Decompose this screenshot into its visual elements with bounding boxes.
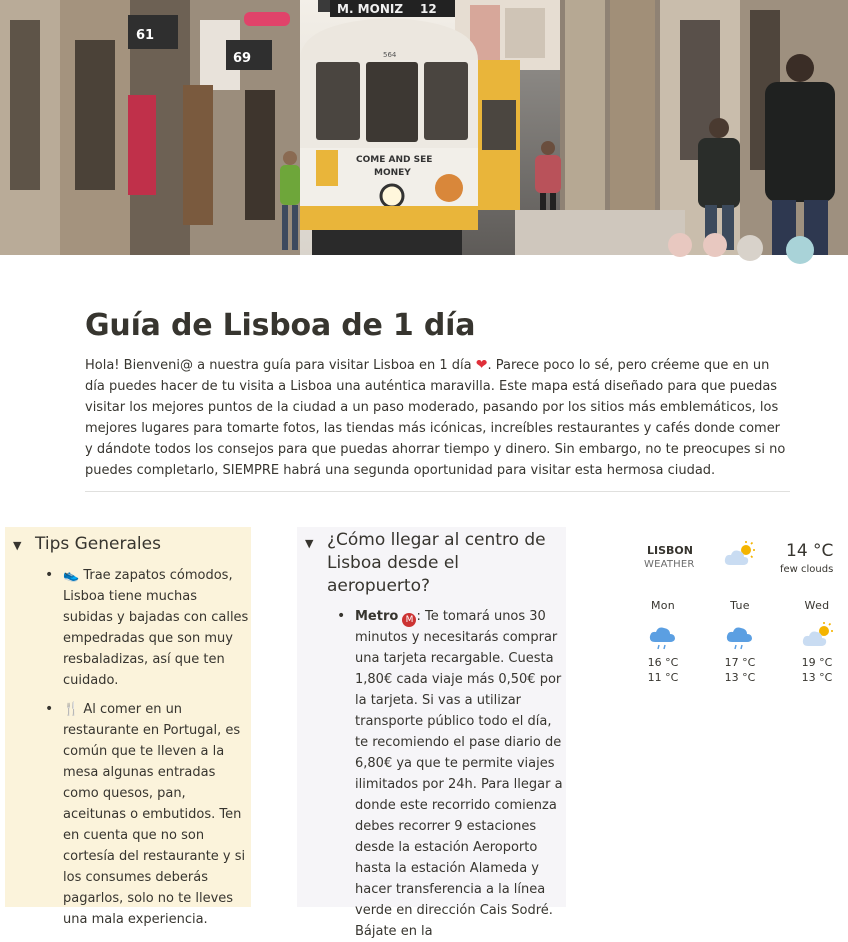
metro-icon: M: [402, 613, 416, 627]
airport-heading: ¿Cómo llegar al centro de Lisboa desde el aeropuerto?: [327, 530, 546, 596]
forecast-day-name: Tue: [730, 599, 750, 612]
forecast-day-name: Mon: [650, 599, 676, 612]
forecast-day-tue: [710, 599, 770, 685]
airport-list: [297, 598, 566, 942]
tips-list: [5, 557, 251, 930]
current-description: few clouds: [780, 564, 834, 575]
forecast-high: 17 °C: [724, 656, 756, 669]
forecast-low: 13 °C: [801, 671, 833, 684]
airport-toggle[interactable]: [297, 527, 566, 598]
tip-item-shoes: [43, 565, 251, 691]
forecast-day-mon: [633, 599, 693, 685]
rain-cloud-icon: [724, 622, 756, 652]
house-sign-61: 61: [136, 28, 155, 43]
tips-toggle[interactable]: [5, 527, 251, 557]
tram-street-illustration: [0, 0, 848, 255]
divider: [85, 491, 790, 492]
heart-icon: ❤: [475, 357, 488, 373]
tip-item-restaurant: [43, 699, 251, 930]
tram-route-number: 12: [420, 2, 437, 16]
weather-subtitle: WEATHER: [644, 559, 695, 570]
tram-number: 564: [383, 51, 397, 59]
airport-callout: [297, 527, 566, 939]
tips-heading: Tips Generales: [35, 534, 161, 554]
intro-paragraph: [85, 355, 790, 481]
forecast-low: 11 °C: [647, 671, 679, 684]
tip-text: Al comer en un restaurante en Portugal, es común que te lleven a la mesa algunas entradas como quesos, pan, aceitunas o embutidos. Ten en cuenta que no son cortesía del restaurante y si los consumes deberás pagarlos, solo no te lleves una mala experiencia.: [63, 702, 246, 927]
svg-text:COME AND SEE: COME AND SEE: [356, 155, 433, 165]
current-temperature: 14 °C: [786, 541, 834, 561]
forecast-low: 13 °C: [724, 671, 756, 684]
weather-widget[interactable]: [620, 527, 848, 707]
tram-destination-sign: M. MONIZ: [337, 2, 404, 16]
forecast-high: 19 °C: [801, 656, 833, 669]
metro-item: [335, 606, 566, 942]
metro-label: Metro: [355, 609, 399, 624]
tips-callout: [5, 527, 251, 927]
rain-cloud-icon: [647, 622, 679, 652]
toggle-caret-icon[interactable]: ▼: [13, 539, 22, 552]
forecast-day-wed: [787, 599, 847, 685]
intro-text-part-1: Hola! Bienveni@ a nuestra guía para visitar Lisboa en 1 día: [85, 358, 476, 373]
house-sign-69: 69: [233, 51, 252, 66]
metro-text: : Te tomará unos 30 minutos y necesitarás comprar una tarjeta recargable. Cuesta 1,80€ cada viaje más 0,50€ por la tarjeta. Si vas a utilizar transporte público todo el día, te recomiendo el pase diario de 6,80€ ya que te permite viajes ilimitados por 24h. Para llegar a donde este recorrido comienza debes recorrer 9 estaciones desde la estación Aeroporto hasta la estación Alameda y hacer transferencia a la línea verde en dirección Cais Sodré. Bájate en la: [355, 609, 563, 939]
tip-text: Trae zapatos cómodos, Lisboa tiene muchas subidas y bajadas con calles empedradas que son muy resbaladizas, así que ten cuidado.: [63, 568, 249, 688]
cover-image: [0, 0, 848, 255]
forecast-high: 16 °C: [647, 656, 679, 669]
weather-city: LISBON: [647, 544, 693, 557]
forecast-day-name: Wed: [804, 599, 830, 612]
shoe-icon: 👟: [63, 568, 80, 583]
intro-text-part-2: . Parece poco lo sé, pero créeme que en un día puedes hacer de tu visita a Lisboa una auténtica maravilla. Este mapa está diseñado para que puedas visitar los mejores puntos de la ciudad a un paso moderado, pasando por los sitios más emblemáticos, los mejores lugares para tomarte fotos, las tiendas más icónicas, increíbles restaurantes y cafés donde comer y dándote todos los consejos para que puedas ahorrar tiempo y dinero. Sin embargo, no te preocupes si no puedes completarlo, SIEMPRE habrá una segunda oportunidad para visitar esta hermosa ciudad.: [85, 358, 786, 478]
svg-text:MONEY: MONEY: [374, 168, 411, 178]
partly-cloudy-icon: [801, 622, 833, 652]
page-title: Guía de Lisboa de 1 día: [85, 308, 476, 343]
toggle-caret-icon[interactable]: ▼: [305, 537, 314, 550]
partly-cloudy-icon: [722, 541, 756, 573]
fork-knife-icon: 🍴: [63, 702, 80, 717]
